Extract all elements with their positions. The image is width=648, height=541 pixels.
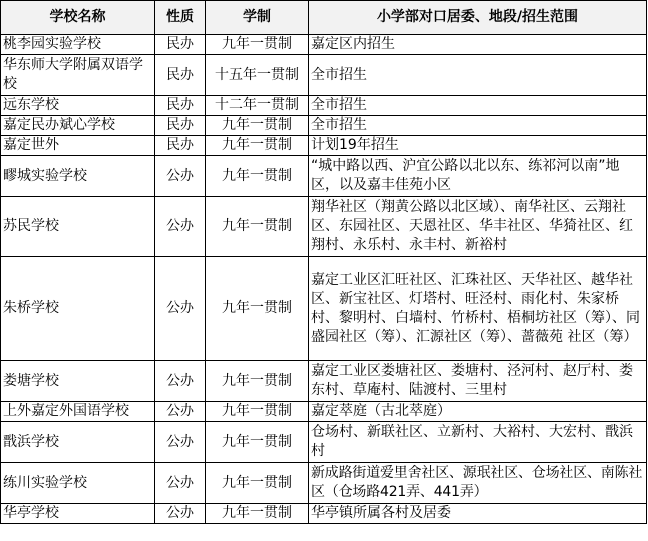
school-type-cell: 公办 xyxy=(155,257,206,361)
school-name-cell: 嘉定世外 xyxy=(1,136,155,156)
school-system-cell: 九年一贯制 xyxy=(206,156,309,197)
school-type-cell: 公办 xyxy=(155,422,206,463)
school-type-cell: 公办 xyxy=(155,156,206,197)
header-school-name: 学校名称 xyxy=(1,1,155,35)
school-name-cell: 戬浜学校 xyxy=(1,422,155,463)
school-name-cell: 朱桥学校 xyxy=(1,257,155,361)
table-row xyxy=(1,422,647,463)
table-row xyxy=(1,402,647,422)
school-system-cell: 九年一贯制 xyxy=(206,463,309,504)
enrollment-area-cell: 计划19年招生 xyxy=(309,136,647,156)
school-system-cell: 九年一贯制 xyxy=(206,402,309,422)
enrollment-area-cell: 全市招生 xyxy=(309,116,647,136)
table-row xyxy=(1,55,647,96)
school-type-cell: 民办 xyxy=(155,116,206,136)
table-row xyxy=(1,504,647,524)
table-row xyxy=(1,361,647,402)
enrollment-area-cell: 嘉定工业区娄塘社区、娄塘村、泾河村、赵厅村、娄东村、草庵村、陆渡村、三里村 xyxy=(309,361,647,402)
enrollment-area-cell: 华亭镇所属各村及居委 xyxy=(309,504,647,524)
school-type-cell: 民办 xyxy=(155,55,206,96)
enrollment-area-cell: 嘉定工业区汇旺社区、汇珠社区、天华社区、越华社区、新宝社区、灯塔村、旺泾村、雨化村、朱家桥村、黎明村、白墙村、竹桥村、梧桐坊社区（筹）、同盛园社区（筹）、汇源社区（筹）、蔷薇苑 社区（筹） xyxy=(309,257,647,361)
school-name-cell: 练川实验学校 xyxy=(1,463,155,504)
school-system-cell: 九年一贯制 xyxy=(206,35,309,55)
school-system-cell: 九年一贯制 xyxy=(206,116,309,136)
school-system-cell: 九年一贯制 xyxy=(206,197,309,257)
school-type-cell: 公办 xyxy=(155,463,206,504)
enrollment-area-cell: 仓场村、新联社区、立新村、大裕村、大宏村、戬浜村 xyxy=(309,422,647,463)
school-system-cell: 九年一贯制 xyxy=(206,422,309,463)
school-type-cell: 民办 xyxy=(155,96,206,116)
header-row xyxy=(1,1,647,35)
table-row xyxy=(1,156,647,197)
school-name-cell: 华东师大学附属双语学校 xyxy=(1,55,155,96)
enrollment-area-cell: 翔华社区（翔黄公路以北区域）、南华社区、云翔社区、东园社区、天恩社区、华丰社区、华猗社区、红翔村、永乐村、永丰村、新裕村 xyxy=(309,197,647,257)
enrollment-area-cell: 全市招生 xyxy=(309,96,647,116)
school-system-cell: 九年一贯制 xyxy=(206,504,309,524)
school-type-cell: 公办 xyxy=(155,197,206,257)
school-type-cell: 民办 xyxy=(155,35,206,55)
school-type-cell: 公办 xyxy=(155,361,206,402)
table-row xyxy=(1,197,647,257)
school-system-cell: 十五年一贯制 xyxy=(206,55,309,96)
school-name-cell: 桃李园实验学校 xyxy=(1,35,155,55)
header-type: 性质 xyxy=(155,1,206,35)
header-system: 学制 xyxy=(206,1,309,35)
table-row xyxy=(1,136,647,156)
school-system-cell: 九年一贯制 xyxy=(206,257,309,361)
table-header xyxy=(1,1,647,35)
table-row xyxy=(1,257,647,361)
enrollment-area-cell: 嘉定区内招生 xyxy=(309,35,647,55)
table-row xyxy=(1,116,647,136)
table-row xyxy=(1,35,647,55)
school-name-cell: 疁城实验学校 xyxy=(1,156,155,197)
school-name-cell: 嘉定民办斌心学校 xyxy=(1,116,155,136)
table-row xyxy=(1,96,647,116)
enrollment-area-cell: 嘉定萃庭（古北萃庭） xyxy=(309,402,647,422)
enrollment-area-cell: “城中路以西、沪宜公路以北以东、练祁河以南”地区，以及嘉丰佳苑小区 xyxy=(309,156,647,197)
school-system-cell: 九年一贯制 xyxy=(206,136,309,156)
school-name-cell: 娄塘学校 xyxy=(1,361,155,402)
header-enrollment-area: 小学部对口居委、地段/招生范围 xyxy=(309,1,647,35)
school-type-cell: 公办 xyxy=(155,504,206,524)
school-name-cell: 苏民学校 xyxy=(1,197,155,257)
school-type-cell: 民办 xyxy=(155,136,206,156)
enrollment-area-cell: 全市招生 xyxy=(309,55,647,96)
school-name-cell: 上外嘉定外国语学校 xyxy=(1,402,155,422)
table-body xyxy=(1,35,647,524)
school-name-cell: 华亭学校 xyxy=(1,504,155,524)
table-row xyxy=(1,463,647,504)
school-name-cell: 远东学校 xyxy=(1,96,155,116)
enrollment-area-cell: 新成路街道爱里舍社区、源珉社区、仓场社区、南陈社区（仓场路421弄、441弄） xyxy=(309,463,647,504)
school-system-cell: 十二年一贯制 xyxy=(206,96,309,116)
school-type-cell: 公办 xyxy=(155,402,206,422)
school-system-cell: 九年一贯制 xyxy=(206,361,309,402)
